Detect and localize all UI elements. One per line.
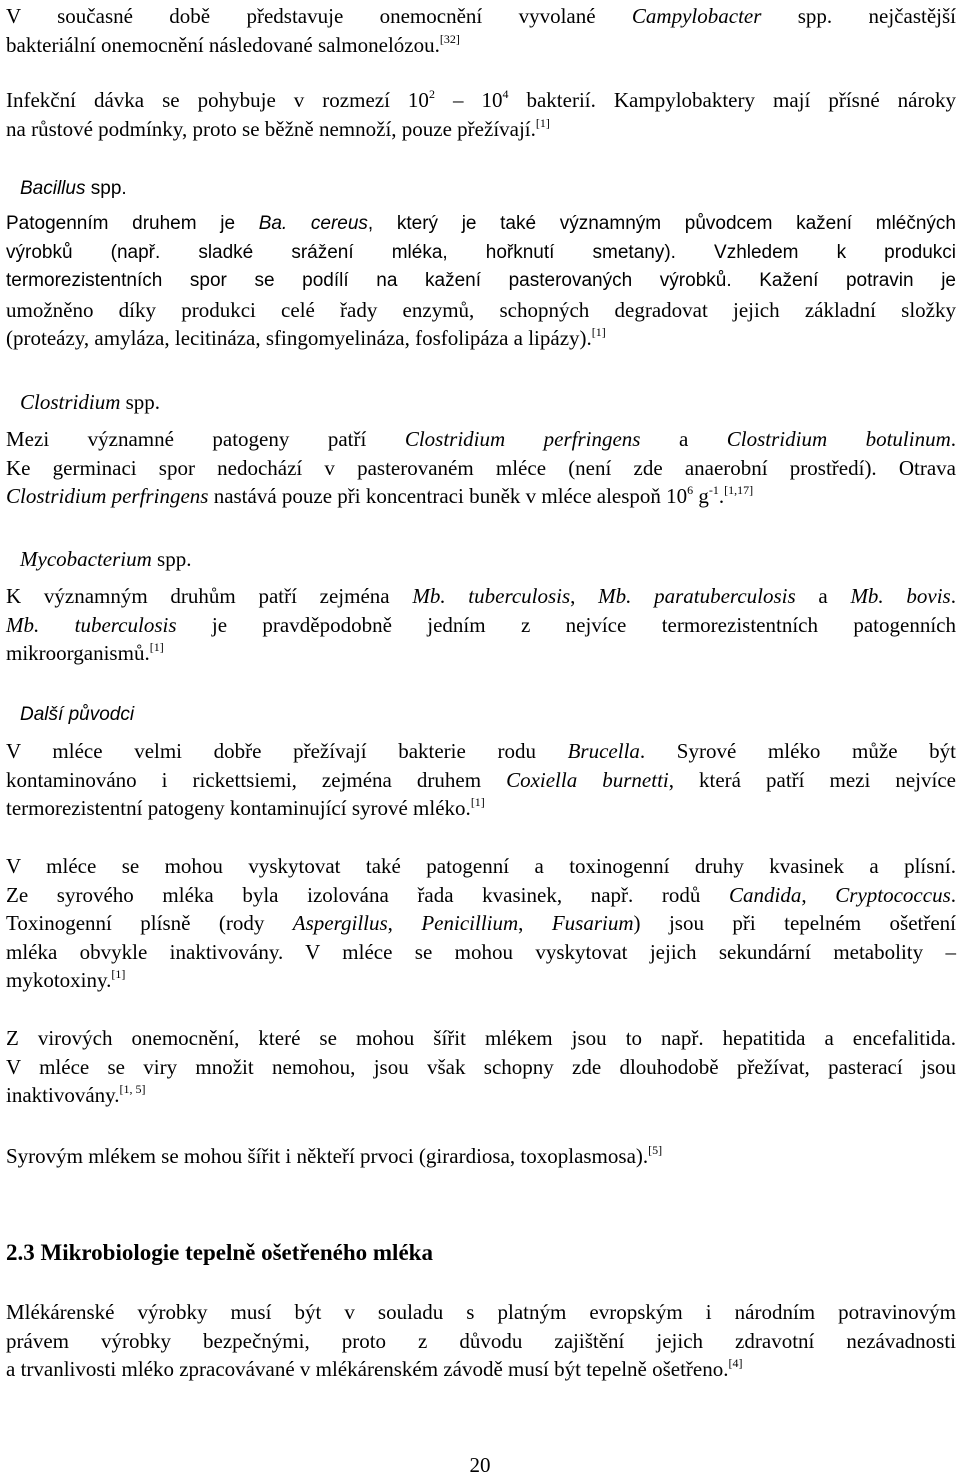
text-line: [6, 324, 956, 353]
text: a trvanlivosti mléko zpracovávané v mlékárenském závodě musí být tepelně ošetřeno.: [6, 1357, 729, 1381]
text: spp. nejčastější: [761, 4, 956, 28]
italic-text: Mb. paratuberculosis: [598, 584, 796, 608]
italic-text: Bacillus: [20, 178, 86, 199]
text: je pravděpodobně jedním z nejvíce termorezistentních patogenních: [176, 612, 956, 637]
text: bakteriální onemocnění následované salmonelózou.: [6, 32, 440, 57]
citation: [1]: [591, 325, 606, 339]
italic-text: Clostridium: [20, 390, 121, 414]
text-line: [6, 966, 956, 995]
italic-text: Coxiella burnetti: [506, 767, 669, 792]
citation: [1]: [535, 115, 550, 130]
text: g: [693, 484, 709, 508]
text: .: [950, 427, 957, 451]
italic-text: Brucella: [567, 739, 640, 763]
text: Mlékárenské výrobky musí být v souladu s platným evropským i národním potravinovým: [6, 1300, 956, 1324]
citation: [5]: [648, 1143, 663, 1157]
text: V mléce velmi dobře přežívají bakterie rodu: [6, 739, 568, 763]
text-line: [6, 909, 956, 938]
citation: [32]: [439, 31, 460, 46]
exponent: -1: [708, 483, 719, 497]
italic-text: Aspergillus: [292, 911, 388, 935]
paragraph-heat-treated-milk: [6, 1298, 956, 1384]
paragraph-infectious-dose: [6, 86, 956, 143]
text-line: [6, 1298, 956, 1327]
text-line: [6, 267, 956, 296]
italic-text: Penicillium: [421, 911, 519, 935]
text: Kažení potravin je: [731, 270, 956, 291]
citation: [1]: [470, 795, 485, 809]
text-line: [6, 1327, 956, 1356]
text: mléka obvykle inaktivovány. V mléce se mohou vyskytovat jejich sekundární metabolity –: [6, 939, 956, 964]
paragraph-clostridium: [6, 425, 956, 511]
text: (proteázy, amyláza, lecitináza, sfingomyelináza, fosfolipáza a lipázy).: [6, 326, 592, 350]
exponent: 2: [428, 87, 435, 101]
italic-text: Mb. tuberculosis: [412, 584, 571, 608]
text: – 10: [434, 88, 503, 112]
text: spp.: [85, 178, 127, 199]
text: V mléce se viry množit nemohou, jsou však schopny zde dlouhodobě přežívat, pasterací jsou: [6, 1054, 956, 1079]
citation: [1,17]: [724, 483, 754, 497]
text-line: [6, 1053, 956, 1082]
text: .: [950, 882, 957, 907]
paragraph-viruses: [6, 1024, 956, 1110]
text: Vzhledem k produkci: [675, 241, 956, 263]
paragraph-brucella: [6, 737, 956, 823]
text: termorezistentních spor se podílí na kažení pasterovaných výrobků.: [6, 270, 732, 291]
text-line: [6, 938, 956, 967]
text: , která patří mezi nejvíce: [668, 767, 956, 792]
text: inaktivovány.: [6, 1083, 120, 1107]
heading-clostridium: [20, 388, 160, 416]
text: ,: [387, 911, 422, 935]
citation: [1]: [149, 640, 164, 654]
text-line: [6, 1142, 956, 1171]
text: ,: [518, 911, 552, 935]
text-line: [6, 454, 956, 483]
text: spp.: [120, 390, 161, 414]
text-line: [6, 881, 956, 910]
text: umožněno díky produkci celé řady enzymů, schopných degradovat jejich základní složky: [6, 297, 956, 322]
section-heading: 2.3 Mikrobiologie tepelně ošetřeného mléka: [6, 1240, 433, 1265]
text-line: [6, 1024, 956, 1053]
text: K významným druhům patří zejména: [6, 584, 413, 608]
text-line: [6, 582, 956, 611]
citation: [1]: [111, 967, 126, 981]
text-line: [6, 1081, 956, 1110]
text-line: [6, 239, 956, 268]
text-line: [6, 639, 956, 668]
exponent: 6: [687, 483, 694, 497]
text-line: [6, 296, 956, 325]
text: termorezistentní patogeny kontaminující syrové mléko.: [6, 796, 471, 820]
text: na růstové podmínky, proto se běžně nemnoží, pouze přežívají.: [6, 116, 536, 141]
italic-text: Clostridium perfringens: [404, 427, 641, 451]
citation: [4]: [728, 1356, 743, 1370]
text-line: [6, 210, 956, 239]
text: právem výrobky bezpečnými, proto z důvodu zajištění jejich zdravotní nezávadnosti: [6, 1328, 956, 1353]
text: ) jsou při tepelném ošetření: [633, 911, 957, 935]
heading-mycobacterium: [20, 545, 191, 573]
text-line: [6, 86, 956, 115]
text: Z virových onemocnění, které se mohou šířit mlékem jsou to např. hepatitida a encefalitida.: [6, 1026, 956, 1050]
text: . Syrové mléko může být: [639, 739, 956, 763]
text-line: [6, 766, 956, 795]
text-line: [6, 611, 956, 640]
italic-text: Cryptococcus: [835, 882, 951, 907]
paragraph-yeasts-molds: [6, 852, 956, 995]
text: V současné době představuje onemocnění vyvolané: [6, 4, 632, 28]
text: Infekční dávka se pohybuje v rozmezí 10: [6, 88, 429, 112]
text: Ke germinaci spor nedochází v pasterovaném mléce (není zde anaerobní prostředí). Otrava: [6, 455, 956, 480]
paragraph-bacillus: [6, 210, 956, 353]
italic-text: Clostridium perfringens: [6, 484, 209, 508]
text: kontaminováno i rickettsiemi, zejména druhem: [6, 767, 507, 792]
italic-text: Ba. cereus: [258, 213, 368, 234]
text: ,: [570, 584, 599, 608]
paragraph-mycobacterium: [6, 582, 956, 668]
italic-text: Fusarium: [551, 911, 634, 935]
page-number: 20: [469, 1453, 491, 1477]
text-line: [6, 852, 956, 881]
text-line: [6, 737, 956, 766]
text-line: [6, 425, 956, 454]
text: Mezi významné patogeny patří: [6, 427, 405, 451]
text: a: [640, 427, 727, 451]
text: .: [718, 484, 725, 508]
heading-other-agents: [20, 701, 134, 729]
italic-text: Mb. tuberculosis: [6, 612, 177, 637]
text-line: [6, 115, 956, 144]
text: spp.: [151, 547, 192, 571]
text-line: [6, 1355, 956, 1384]
text-line: [6, 31, 956, 60]
text: V mléce se mohou vyskytovat také patogenní a toxinogenní druhy kvasinek a plísní.: [6, 854, 956, 878]
text-line: [6, 482, 956, 511]
italic-text: Campylobacter: [631, 4, 762, 28]
citation: [1, 5]: [119, 1082, 146, 1096]
text: Patogenním druhem je: [6, 213, 259, 234]
text-line: [6, 2, 956, 31]
text: výrobků (např. sladké srážení mléka, hořknutí smetany).: [6, 241, 676, 263]
text: ,: [801, 882, 836, 907]
text: Ze syrového mléka byla izolována řada kvasinek, např. rodů: [6, 882, 730, 907]
heading-bacillus: [20, 175, 127, 203]
text: bakterií. Kampylobaktery mají přísné nároky: [508, 88, 956, 112]
text-line: [6, 794, 956, 823]
text: Toxinogenní plísně (rody: [6, 911, 293, 935]
text: Syrovým mlékem se mohou šířit i někteří prvoci (girardiosa, toxoplasmosa).: [6, 1144, 649, 1168]
text: .: [950, 584, 956, 608]
italic-text: Clostridium botulinum: [726, 427, 951, 451]
italic-text: Mycobacterium: [20, 547, 152, 571]
italic-text: Mb. bovis: [850, 584, 951, 608]
text: nastává pouze při koncentraci buněk v mléce alespoň 10: [208, 484, 688, 508]
text: mikroorganismů.: [6, 641, 150, 665]
paragraph-protozoa: [6, 1142, 956, 1171]
text: mykotoxiny.: [6, 968, 112, 992]
italic-text: Další původci: [20, 704, 135, 725]
text: a: [795, 584, 851, 608]
paragraph-campylobacter: [6, 2, 956, 59]
exponent: 4: [502, 87, 509, 101]
text: , který je také významným původcem kažení mléčných: [367, 213, 956, 234]
italic-text: Candida: [729, 882, 802, 907]
